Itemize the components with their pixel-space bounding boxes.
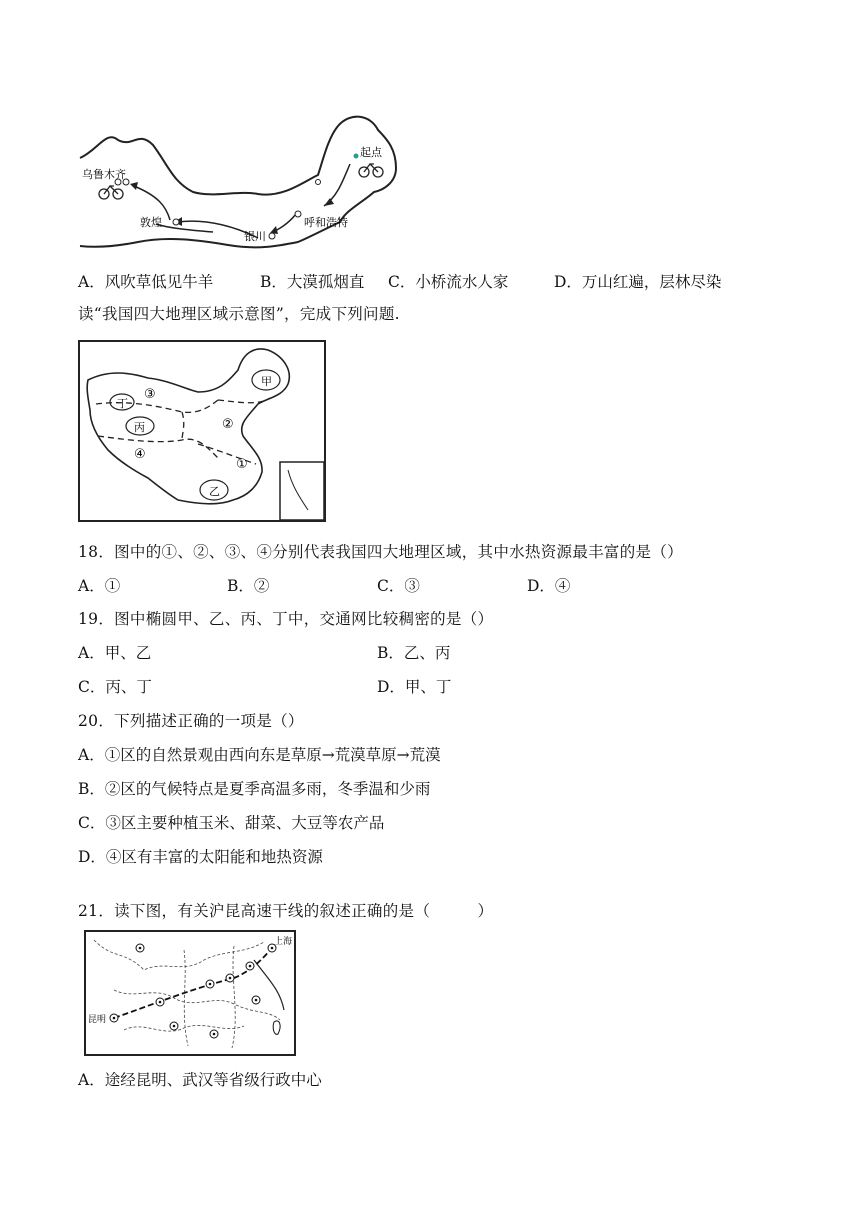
region-label-bing: 丙 xyxy=(134,421,145,434)
q21-option-a: A．途经昆明、武汉等省级行政中心 xyxy=(78,1071,322,1089)
label-start: 起点 xyxy=(360,146,382,159)
region-label-yi: 乙 xyxy=(209,485,220,498)
region-label-jia: 甲 xyxy=(261,375,272,388)
region-label-1: ① xyxy=(236,457,248,472)
q20-stem: 20．下列描述正确的一项是（） xyxy=(78,712,304,730)
q18-option-c: C．③ xyxy=(377,577,420,595)
q20-option-a: A．①区的自然景观由西向东是草原→荒漠草原→荒漠 xyxy=(78,746,441,764)
q20-option-b: B．②区的气候特点是夏季高温多雨，冬季温和少雨 xyxy=(78,780,431,798)
region-label-2: ② xyxy=(222,417,234,432)
q21-stem: 21．读下图，有关沪昆高速干线的叙述正确的是（ ） xyxy=(78,902,494,920)
q19-option-c: C．丙、丁 xyxy=(78,678,152,696)
city-label-shanghai: 上海 xyxy=(274,937,293,947)
four-regions-map xyxy=(78,340,326,522)
q17-option-a: A．风吹草低见牛羊 xyxy=(78,273,214,291)
region-label-4: ④ xyxy=(134,447,146,462)
cycling-route-map xyxy=(78,110,413,255)
q19-option-b: B．乙、丙 xyxy=(377,644,451,662)
q19-option-d: D．甲、丁 xyxy=(377,678,452,696)
q17-option-b: B．大漠孤烟直 xyxy=(260,273,365,291)
city-label-kunming: 昆明 xyxy=(88,1015,107,1025)
q18-option-a: A．① xyxy=(78,577,121,595)
q17-option-c: C．小桥流水人家 xyxy=(388,273,509,291)
q18-option-d: D．④ xyxy=(527,577,571,595)
label-urumqi: 乌鲁木齐 xyxy=(82,168,126,181)
q19-stem: 19．图中椭圆甲、乙、丙、丁中，交通网比较稠密的是（） xyxy=(78,610,494,628)
region-label-3: ③ xyxy=(144,387,156,402)
label-dunhuang: 敦煌 xyxy=(140,216,162,229)
q18-stem: 18．图中的①、②、③、④分别代表我国四大地理区域，其中水热资源最丰富的是（） xyxy=(78,543,683,561)
q20-option-c: C．③区主要种植玉米、甜菜、大豆等农产品 xyxy=(78,814,385,832)
bicycle-icon xyxy=(99,186,123,199)
q19-option-a: A．甲、乙 xyxy=(78,644,152,662)
q18-option-b: B．② xyxy=(227,577,270,595)
q20-option-d: D．④区有丰富的太阳能和地热资源 xyxy=(78,848,323,866)
section-intro: 读“我国四大地理区域示意图”，完成下列问题. xyxy=(78,305,400,323)
label-hohhot: 呼和浩特 xyxy=(304,216,348,229)
bicycle-icon xyxy=(359,164,383,177)
region-label-ding: 丁 xyxy=(117,397,128,410)
label-yinchuan: 银川 xyxy=(244,230,266,243)
q17-option-d: D．万山红遍，层林尽染 xyxy=(554,273,722,291)
highway-map xyxy=(84,930,296,1056)
